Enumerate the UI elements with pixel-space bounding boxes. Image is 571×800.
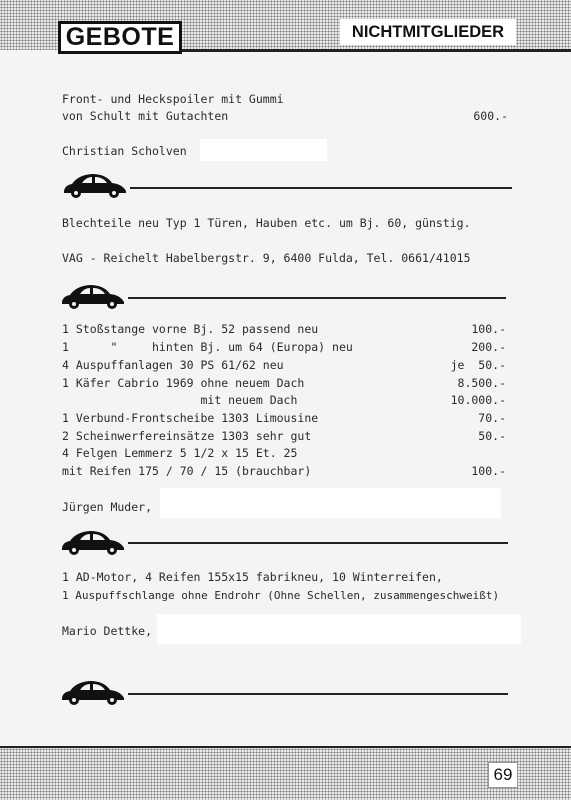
- contact-name: Jürgen Muder,: [62, 500, 153, 514]
- redacted-contact-details: [157, 614, 521, 644]
- listing-price: 600.-: [473, 109, 508, 123]
- listing-line: VAG - Reichelt Habelbergstr. 9, 6400 Fulda, Tel. 0661/41015: [62, 251, 471, 265]
- listing-line: 1 Stoßstange vorne Bj. 52 passend neu: [62, 322, 319, 336]
- listing-line: 1 Auspuffschlange ohne Endrohr (Ohne Schellen, zusammengeschweißt): [62, 589, 500, 602]
- listing-line: 4 Felgen Lemmerz 5 1/2 x 15 Et. 25: [62, 446, 298, 460]
- listing-price: 100.-: [471, 322, 506, 336]
- footer-halftone-band: [0, 748, 571, 800]
- listing-line: mit Reifen 175 / 70 / 15 (brauchbar): [62, 464, 312, 478]
- listing-price: 50.-: [478, 429, 506, 443]
- beetle-car-icon: [60, 282, 126, 310]
- header-rule: [180, 49, 571, 52]
- listing-price: 100.-: [471, 464, 506, 478]
- listing-line: 1 " hinten Bj. um 64 (Europa) neu: [62, 340, 353, 354]
- divider-rule: [130, 187, 512, 189]
- listing-line: 1 Verbund-Frontscheibe 1303 Limousine: [62, 411, 319, 425]
- redacted-contact-details: [200, 139, 327, 161]
- contact-name: Christian Scholven: [62, 144, 187, 158]
- redacted-contact-details: [160, 488, 501, 518]
- footer-rule: [0, 746, 571, 748]
- listing-price: je 50.-: [450, 358, 506, 372]
- listing-price: 70.-: [478, 411, 506, 425]
- listing-line: 1 Käfer Cabrio 1969 ohne neuem Dach: [62, 376, 305, 390]
- listing-line: mit neuem Dach: [62, 393, 298, 407]
- listing-price: 10.000.-: [450, 393, 506, 407]
- beetle-car-icon: [62, 171, 128, 199]
- listing-line: 2 Scheinwerfereinsätze 1303 sehr gut: [62, 429, 312, 443]
- listing-line: 4 Auspuffanlagen 30 PS 61/62 neu: [62, 358, 284, 372]
- contact-name: Mario Dettke,: [62, 624, 153, 638]
- listing-price: 8.500.-: [457, 376, 506, 390]
- page-number: 69: [488, 762, 518, 788]
- divider-rule: [128, 693, 508, 695]
- beetle-car-icon: [60, 678, 126, 706]
- divider-rule: [128, 542, 508, 544]
- beetle-car-icon: [60, 528, 126, 556]
- section-title: GEBOTE: [58, 21, 182, 54]
- listing-line: 1 AD-Motor, 4 Reifen 155x15 fabrikneu, 10 Winterreifen,: [62, 570, 443, 584]
- listing-line: Front- und Heckspoiler mit Gummi: [62, 92, 284, 106]
- listing-line: Blechteile neu Typ 1 Türen, Hauben etc. um Bj. 60, günstig.: [62, 216, 471, 230]
- divider-rule: [128, 297, 506, 299]
- listing-price: 200.-: [471, 340, 506, 354]
- listing-line: von Schult mit Gutachten: [62, 109, 229, 123]
- section-category: NICHTMITGLIEDER: [340, 19, 516, 45]
